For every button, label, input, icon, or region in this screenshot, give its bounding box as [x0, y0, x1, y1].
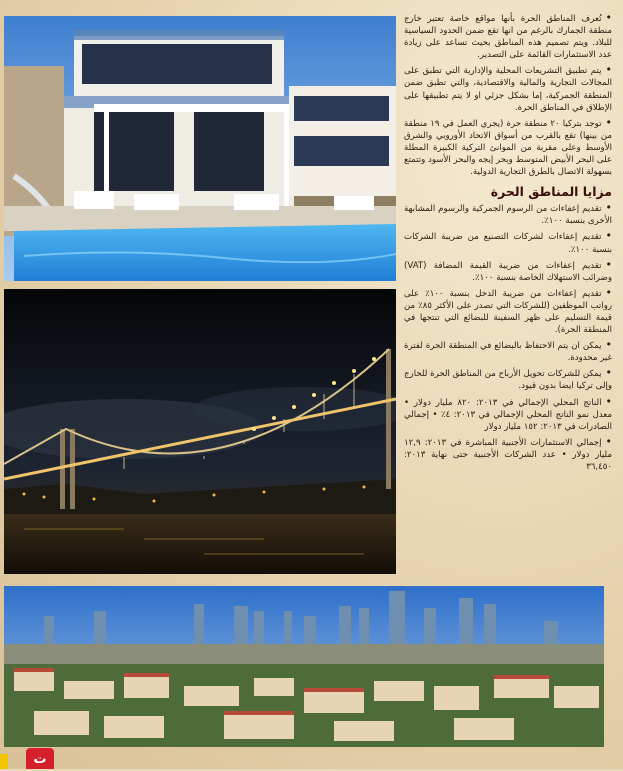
advantage-item: • الناتج المحلي الإجمالي في ٢٠١٣: ٨٢٠ مليار دولار • معدل نمو الناتج المحلي الإجمالي في ٢٠١٣: ٤٪ • إجمالي الصادرات في ٢٠١٣: ١٥٢ مليار دولار	[404, 396, 612, 433]
advantages-heading: مزايا المناطق الحرة	[490, 184, 612, 200]
villa-pool-photo	[4, 16, 396, 281]
bosphorus-bridge-photo	[4, 289, 396, 574]
intro-paragraph-3: • توجد بتركيا ٢٠ منطقة حرة (يجري العمل في ١٩ منطقة من بينها) تقع بالقرب من أسواق الاتحاد الأوروبي والشرق الأوسط وعلى مقربة من الموانئ التركية الكبيرة المطلة على البحر الأبيض المتوسط وبحر إيجه والبحر الأسود وتتمتع بسهولة الاتصال بالطرق التجارية الدولية.	[404, 117, 612, 178]
advantage-item: • تقديم إعفاءات من ضريبة الدخل بنسبة ١٠٠٪ على رواتب الموظفين (للشركات التي تصدر على الأكثر ٨٥٪ من قيمة التسليم على ظهر السفينة للبضائع التي تنتجها في المنطقة الحرة).	[404, 287, 612, 336]
advantage-item: • يمكن للشركات تحويل الأرباح من المناطق الحرة للخارج وإلى تركيا ايضا بدون قيود.	[404, 367, 612, 392]
page-tab: ت	[26, 748, 54, 769]
intro-paragraph-2: • يتم تطبيق التشريعات المحلية والإدارية التي تطبق على المجالات التجارية والمالية والاقتصادية، والتي تطبق ضمن المنطقة الجمركية، إما بشكل جزئي او لا يتم تطبيقها على الإطلاق في المناطق الحرة.	[404, 64, 612, 113]
city-skyline-photo	[4, 586, 604, 747]
advantage-item: • إجمالي الاستثمارات الأجنبية المباشرة في ٢٠١٣: ١٢,٩ مليار دولار • عدد الشركات الأجنبية حتى نهاية ٢٠١٣: ٣٦,٤٥٠	[404, 436, 612, 473]
intro-paragraph-1: • تُعرف المناطق الحرة بأنها مواقع خاصة تعتبر خارج منطقة الجمارك بالرغم من انها تقع ضمن الحدود السياسية للبلاد. ويتم تصميم هذه المناطق بحيث تساعد على زيادة عدد الاستثمارات القائمة على التصدير.	[404, 12, 612, 61]
advantage-item: • تقديم إعفاءات من الرسوم الجمركية والرسوم المشابهة الأخرى بنسبة ١٠٠٪.	[404, 202, 612, 227]
yellow-edge-strip	[0, 754, 8, 769]
article-text-column	[404, 12, 612, 578]
advantage-item: • يمكن ان يتم الاحتفاظ بالبضائع في المنطقة الحرة لفترة غير محدودة.	[404, 339, 612, 364]
advantage-item: • تقديم إعفاءات لشركات التصنيع من ضريبة الشركات بنسبة ١٠٠٪.	[404, 230, 612, 255]
advantage-item: • تقديم إعفاءات من ضريبة القيمة المضافة (VAT) وضرائب الاستهلاك الخاصة بنسبة ١٠٠٪.	[404, 259, 612, 284]
